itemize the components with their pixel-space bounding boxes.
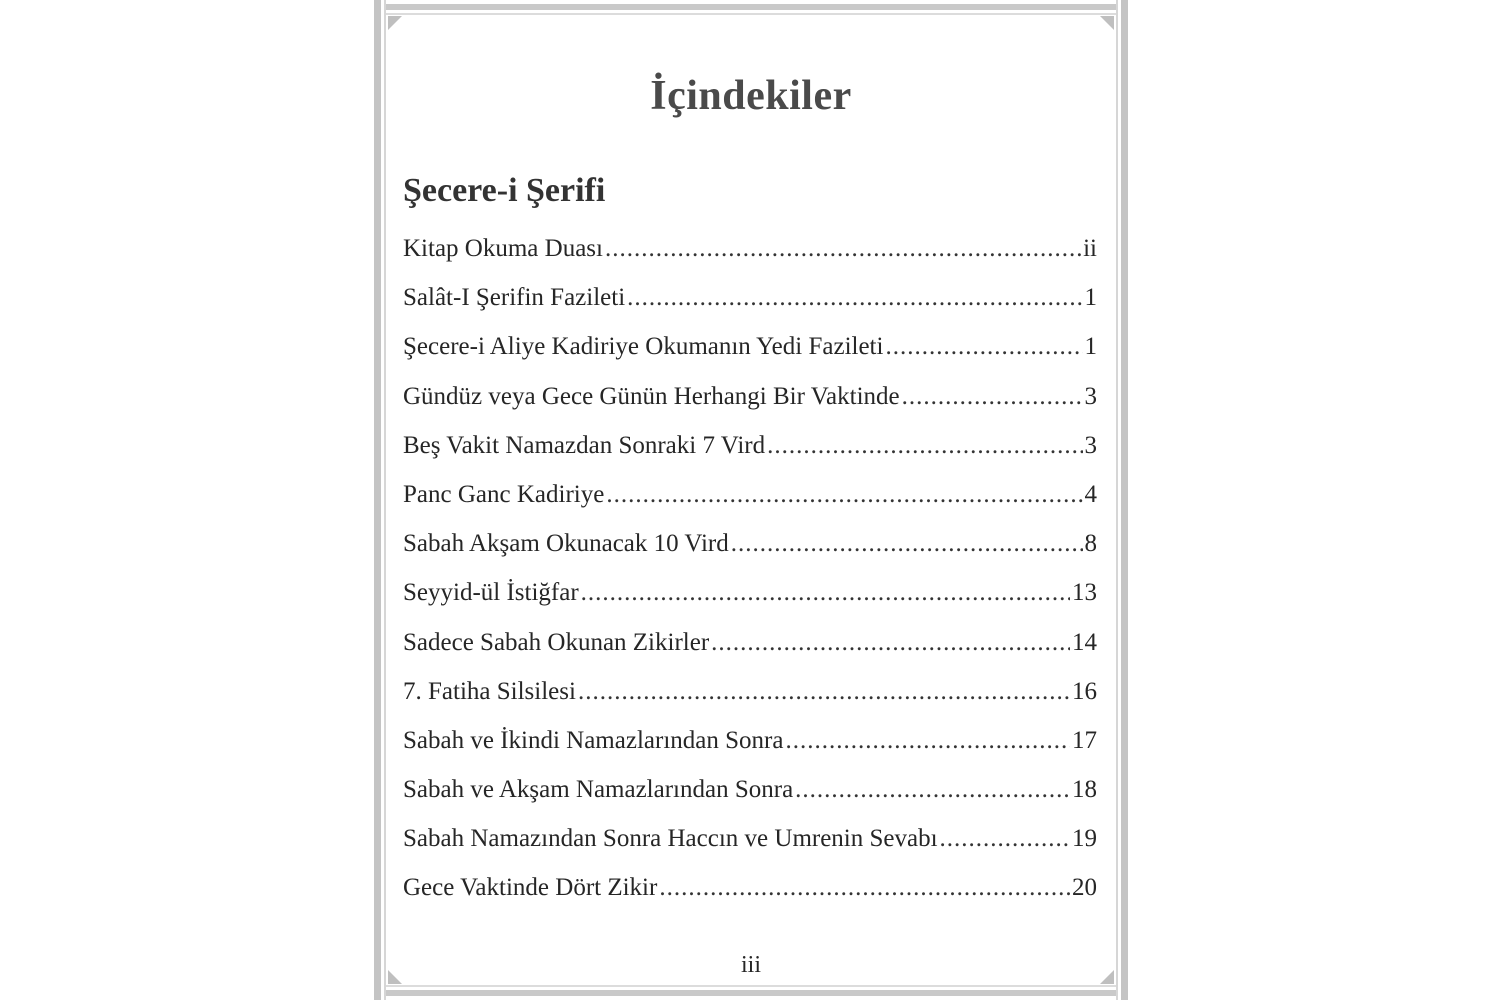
toc-dot-leader (902, 383, 1083, 411)
toc-entry-page: 18 (1072, 776, 1097, 804)
toc-dot-leader (581, 579, 1070, 607)
toc-dot-leader (885, 333, 1082, 361)
toc-entry-title: Sabah Namazından Sonra Haccın ve Umrenin Sevabı (403, 825, 938, 853)
frame-top-border (386, 4, 1116, 10)
toc-dot-leader (578, 678, 1070, 706)
toc-entry-title: Sabah Akşam Okunacak 10 Vird (403, 530, 729, 558)
toc-entry[interactable] (403, 579, 1097, 628)
toc-dot-leader (606, 481, 1082, 509)
toc-entry-title: Salât-I Şerifin Fazileti (403, 284, 626, 312)
toc-entry[interactable] (403, 678, 1097, 727)
frame-bottom-border (386, 990, 1116, 996)
toc-entry[interactable] (403, 727, 1097, 776)
toc-entry-title: Kitap Okuma Duası (403, 235, 603, 262)
toc-dot-leader (605, 235, 1081, 263)
toc-dot-leader (711, 629, 1070, 657)
toc-entry-page: 16 (1072, 677, 1097, 705)
toc-entry-page: 20 (1072, 874, 1097, 902)
toc-entry-page: 1 (1084, 333, 1097, 361)
toc-entry-page: 3 (1084, 382, 1097, 410)
toc-entry-page: 1 (1084, 284, 1097, 312)
toc-entry-title: Panc Ganc Kadiriye (403, 480, 605, 508)
toc-entry-title: Beş Vakit Namazdan Sonraki 7 Vird (403, 431, 766, 459)
corner-ornament-top-right (1100, 16, 1114, 30)
toc-entry-title: 7. Fatiha Silsilesi (403, 677, 576, 705)
toc-entry-page: ii (1083, 235, 1097, 262)
toc-dot-leader (795, 776, 1070, 804)
toc-entry-page: 14 (1072, 628, 1097, 656)
toc-entry-page: 17 (1072, 726, 1097, 754)
toc-entry-page: 13 (1072, 579, 1097, 607)
corner-ornament-top-left (388, 16, 402, 30)
toc-entry[interactable] (403, 432, 1097, 481)
toc-entry[interactable] (403, 825, 1097, 874)
toc-entry[interactable] (403, 629, 1097, 678)
toc-entry[interactable] (403, 235, 1097, 284)
toc-entry-page: 19 (1072, 825, 1097, 853)
toc-entry-title: Gündüz veya Gece Günün Herhangi Bir Vaktinde (403, 382, 900, 410)
toc-entry[interactable] (403, 776, 1097, 825)
book-page (372, 0, 1130, 1000)
table-of-contents (403, 235, 1097, 924)
toc-entry-page: 3 (1084, 431, 1097, 459)
toc-dot-leader (731, 530, 1083, 558)
toc-entry[interactable] (403, 284, 1097, 333)
frame-left-border (374, 0, 381, 1000)
toc-entry[interactable] (403, 874, 1097, 923)
toc-dot-leader (940, 825, 1070, 853)
toc-entry-title: Şecere-i Aliye Kadiriye Okumanın Yedi Fazileti (403, 333, 884, 361)
toc-entry[interactable] (403, 530, 1097, 579)
page-number: iii (740, 952, 761, 978)
toc-entry-title: Sabah ve Akşam Namazlarından Sonra (403, 776, 794, 804)
toc-entry[interactable] (403, 333, 1097, 382)
toc-entry-title: Seyyid-ül İstiğfar (403, 579, 579, 607)
toc-dot-leader (659, 874, 1070, 902)
toc-entry[interactable] (403, 383, 1097, 432)
toc-dot-leader (785, 727, 1070, 755)
toc-entry[interactable] (403, 481, 1097, 530)
toc-entry-page: 8 (1084, 530, 1097, 558)
page-title: İçindekiler (650, 73, 852, 119)
section-heading: Şecere-i Şerifi (403, 172, 606, 209)
frame-right-border (1121, 0, 1128, 1000)
toc-entry-page: 4 (1084, 480, 1097, 508)
toc-dot-leader (627, 284, 1082, 312)
toc-entry-title: Gece Vaktinde Dört Zikir (403, 874, 658, 902)
toc-dot-leader (767, 432, 1082, 460)
toc-entry-title: Sadece Sabah Okunan Zikirler (403, 628, 710, 656)
toc-entry-title: Sabah ve İkindi Namazlarından Sonra (403, 726, 784, 754)
